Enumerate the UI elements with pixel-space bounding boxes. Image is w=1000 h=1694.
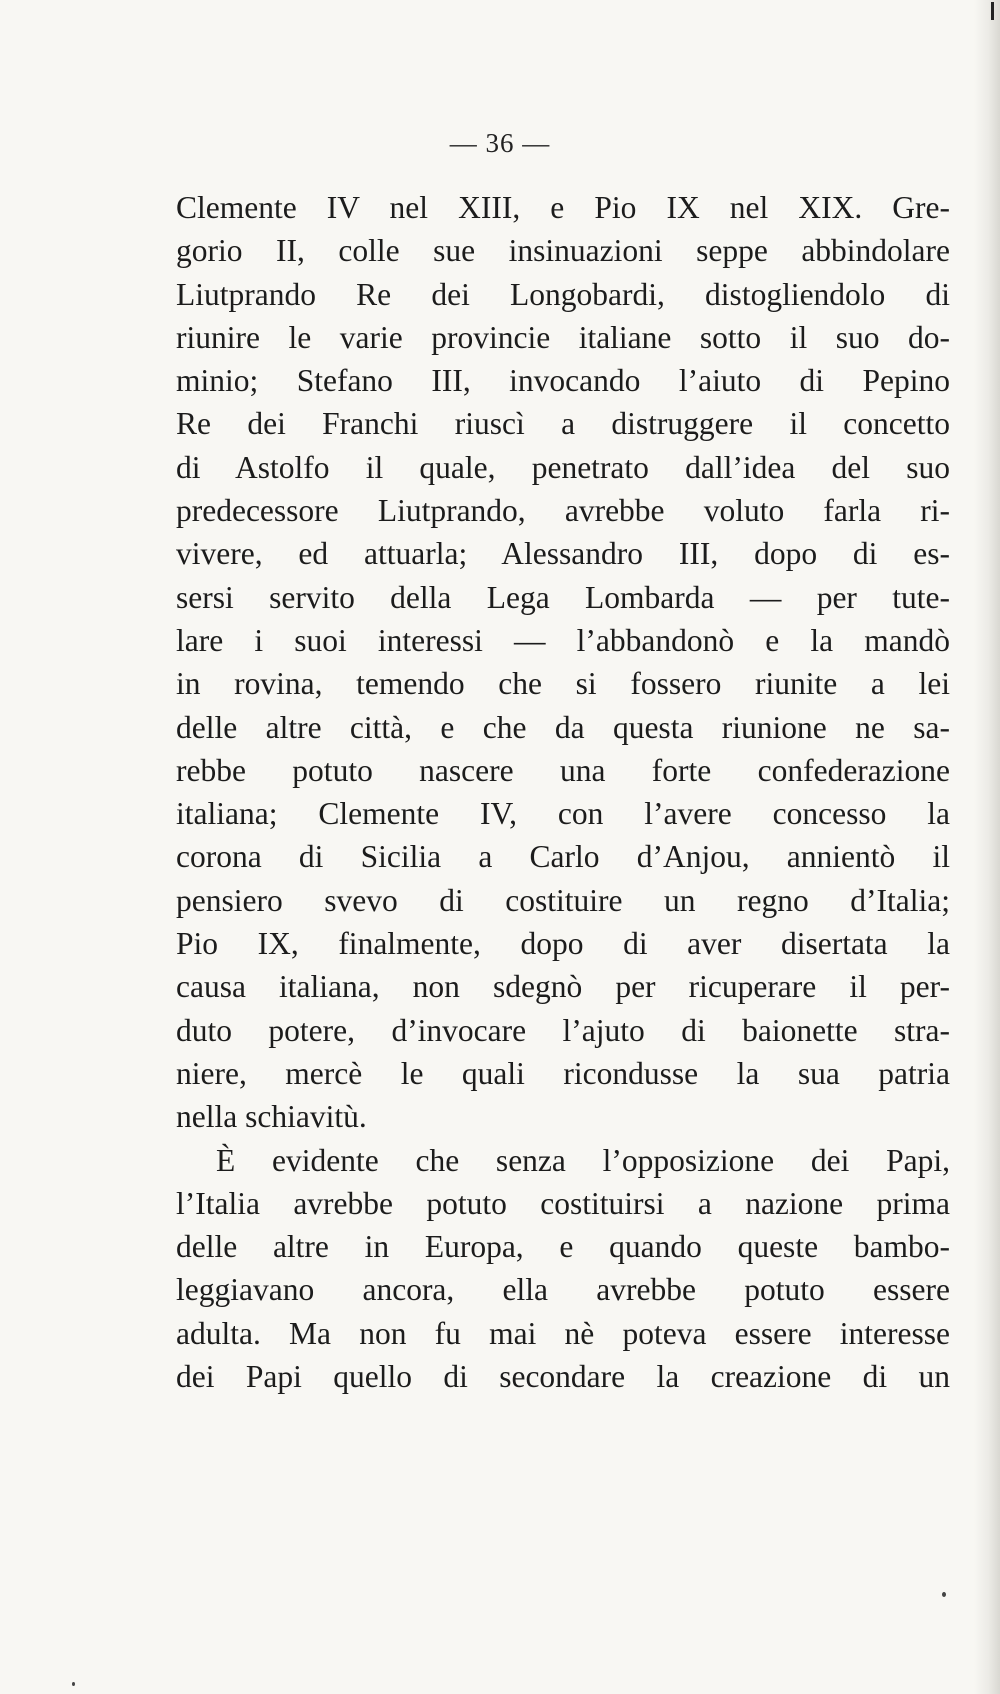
text-line: dei Papi quello di secondare la creazione di un <box>176 1359 950 1395</box>
text-line: niere, mercè le quali ricondusse la sua patria <box>176 1055 950 1091</box>
text-line: duto potere, d’invocare l’ajuto di baionette stra- <box>176 1012 950 1048</box>
text-line: Pio IX, finalmente, dopo di aver disertata la <box>176 926 950 962</box>
text-line: predecessore Liutprando, avrebbe voluto farla ri- <box>176 493 950 529</box>
text-line: delle altre in Europa, e quando queste bambo- <box>176 1229 950 1265</box>
body-text <box>176 186 950 1398</box>
text-line: Liutprando Re dei Longobardi, distogliendolo di <box>176 276 950 312</box>
text-line: vivere, ed attuarla; Alessandro III, dopo di es- <box>176 536 950 572</box>
page-number: — 36 — <box>449 128 551 158</box>
paragraph-start-line: È evidente che senza l’opposizione dei Papi, <box>216 1142 950 1178</box>
text-line: sersi servito della Lega Lombarda — per tute- <box>176 579 950 615</box>
text-line: italiana; Clemente IV, con l’avere concesso la <box>176 796 950 832</box>
paragraph-end-line: nella schiavitù. <box>176 1099 367 1135</box>
text-line: Clemente IV nel XIII, e Pio IX nel XIX. Gre- <box>176 190 950 225</box>
corner-mark <box>991 2 994 20</box>
text-line: delle altre città, e che da questa riunione ne sa- <box>176 709 950 745</box>
text-line: causa italiana, non sdegnò per ricuperare il per- <box>176 969 950 1005</box>
text-line: gorio II, colle sue insinuazioni seppe abbindolare <box>176 233 950 269</box>
text-line: leggiavano ancora, ella avrebbe potuto essere <box>176 1272 950 1308</box>
text-line: in rovina, temendo che si fossero riunite a lei <box>176 666 950 702</box>
text-line: lare i suoi interessi — l’abbandonò e la mandò <box>176 622 950 658</box>
text-line: Re dei Franchi riuscì a distruggere il concetto <box>176 406 950 442</box>
text-line: corona di Sicilia a Carlo d’Anjou, annientò il <box>176 839 950 875</box>
text-line: rebbe potuto nascere una forte confederazione <box>176 752 950 788</box>
text-line: riunire le varie provincie italiane sotto il suo do- <box>176 319 950 355</box>
ink-speck <box>72 1682 75 1686</box>
ink-speck <box>942 1592 946 1597</box>
text-line: adulta. Ma non fu mai nè poteva essere interesse <box>176 1315 950 1351</box>
text-line: pensiero svevo di costituire un regno d’Italia; <box>176 882 950 918</box>
text-line: l’Italia avrebbe potuto costituirsi a nazione prima <box>176 1185 950 1221</box>
text-line: di Astolfo il quale, penetrato dall’idea del suo <box>176 449 950 485</box>
text-line: minio; Stefano III, invocando l’aiuto di Pepino <box>176 363 950 399</box>
page-edge-shadow <box>974 0 1000 1694</box>
